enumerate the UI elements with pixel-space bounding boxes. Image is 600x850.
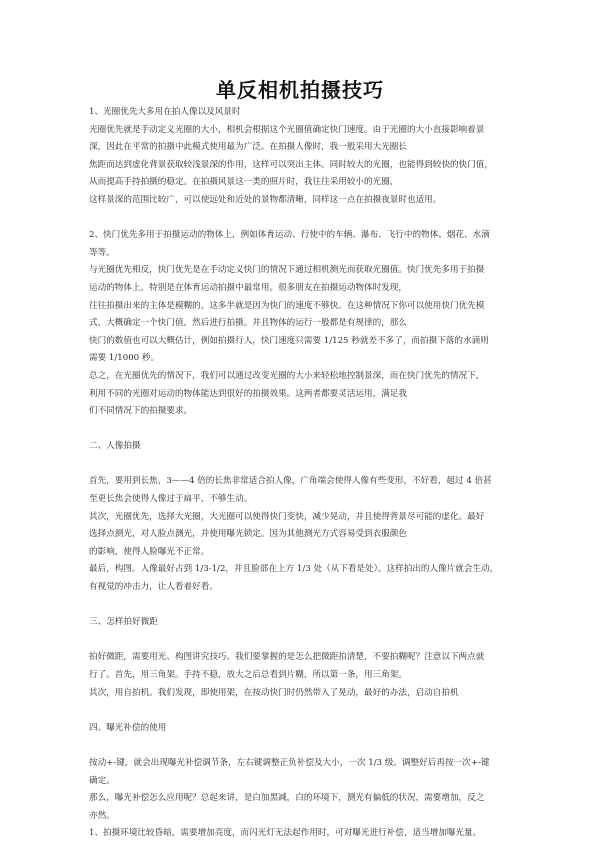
body-text-line: 这样景深的范围比较广，可以使远处和近处的景物都清晰，同样这一点在拍摄夜景时也适用。 — [89, 194, 442, 205]
section-heading: 三、怎样拍好微距 — [89, 617, 158, 628]
blank-line — [89, 632, 519, 650]
body-text-line: 其次，光圈优先，选择大光圈，大光圈可以使得快门变快，减少晃动，并且使得背景尽可能的虚化。最好 — [89, 511, 485, 522]
body-text-line: 2、快门优先多用于拍摄运动的物体上，例如体育运动、行使中的车辆、瀑布、飞行中的物体、烟花、水滴 — [89, 230, 490, 241]
blank-line — [89, 737, 519, 755]
body-text-line: 往往拍摄出来的主体是模糊的，这多半就是因为快门的速度不够快。在这种情况下你可以使用快门优先模 — [89, 300, 485, 311]
body-text-line: 光圈优先就是手动定义光圈的大小，相机会根据这个光圈值确定快门速度。由于光圈的大小直接影响着景 — [89, 124, 485, 135]
section-heading: 二、人像拍摄 — [89, 441, 141, 452]
body-text-line: 亦然。 — [89, 810, 115, 821]
body-text-line: 行了。首先，用三角架。手持不稳，放大之后总看到片糊，所以第一条，用三角架。 — [89, 670, 407, 680]
body-text-line: 选择点测光，对人脸点测光，并使用曝光锁定。因为其他测光方式容易受到衣服颜色 — [89, 529, 407, 540]
body-text-line: 确定。 — [89, 775, 115, 786]
body-text-line: 利用不同的光圈对运动的物体能达到很好的拍摄效果。这两者都要灵活运用，满足我 — [89, 388, 407, 399]
body-text-line: 式，大概确定一个快门值，然后进行拍摄。并且物体的运行一般都是有规律的，那么 — [89, 318, 407, 329]
body-text-line: 们不同情况下的拍摄要求。 — [89, 406, 193, 417]
body-text-line: 1、拍摄环境比较昏暗，需要增加亮度，而闪光灯无法起作用时，可对曝光进行补偿，适当增加曝光量。 — [89, 828, 482, 839]
body-text-line: 那么，曝光补偿怎么应用呢？总起来讲，是白加黑减，白的环境下，测光有偏低的状况，需要增加，反之 — [89, 793, 485, 804]
section-heading: 四、曝光补偿的使用 — [89, 722, 167, 733]
document-body — [89, 104, 519, 843]
body-text-line: 最后，构图。人像最好占到 1/3-1/2，并且脸部在上方 1/3 处（从下看是处）。这样拍出的人像片就会生动， — [89, 564, 499, 575]
body-text-line: 其次，用自拍机。我们发现，即使用架，在按动快门时仍然带入了晃动，最好的办法，启动自拍机 — [89, 687, 459, 698]
body-text-line: 快门的数值也可以大概估计，例如拍摄行人，快门速度只需要 1/125 秒就差不多了，而拍摄下落的水滴则 — [89, 335, 489, 346]
document-title: 单反相机拍摄技巧 — [216, 78, 384, 102]
body-text-line: 与光圈优先相反，快门优先是在手动定义快门的情况下通过相机测光而获取光圈值。快门优先多用于拍摄 — [89, 265, 485, 276]
body-text-line: 焦距而达到虚化背景获取较浅景深的作用，这样可以突出主体。同时较大的光圈，也能得到较快的快门值， — [89, 159, 493, 170]
body-text-line: 需要 1/1000 秒。 — [89, 353, 160, 364]
body-text-line: 从而提高手持拍摄的稳定。在拍摄风景这一类的照片时，我往往采用较小的光圈， — [89, 177, 399, 188]
body-text-line: 运动的物体上，特别是在体育运动拍摄中最常用。很多朋友在拍摄运动物体时发现， — [89, 282, 407, 293]
body-text-line: 总之，在光圈优先的情况下，我们可以通过改变光圈的大小来轻松地控制景深，而在快门优先的情况下， — [89, 370, 485, 381]
body-text-line: 拍好微距，需要用光、构图讲究技巧。我们要掌握的是怎么把微距拍清楚，不要拍糊呢？注意以下两点就 — [89, 652, 485, 663]
body-text-line: 首先，要用到长焦，3——4 倍的长焦非常适合拍人像，广角端会使得人像有些变形，不好看，超过 4 倍甚 — [89, 476, 492, 487]
body-text-line: 至更长焦会使得人像过于扁平，不够生动。 — [89, 494, 253, 505]
blank-line — [89, 456, 519, 474]
body-text-line: 按动+-键，就会出现曝光补偿调节条，左右键调整正负补偿及大小，一次 1/3 级。调整好后再按一次+-键 — [89, 757, 490, 768]
blank-line — [89, 597, 519, 615]
body-text-line: 1、光圈优先大多用在拍人像以及风景时 — [89, 107, 241, 117]
body-text-line: 有视觉的冲击力，让人看着好看。 — [89, 582, 218, 593]
blank-line — [89, 702, 519, 720]
blank-line — [89, 421, 519, 439]
body-text-line: 深，因此在平常的拍摄中此模式使用最为广泛。在拍摄人像时，我一般采用大光圈长 — [89, 142, 407, 153]
blank-line — [89, 210, 519, 228]
body-text-line: 等等。 — [89, 247, 115, 258]
body-text-line: 的影响，使得人脸曝光不正常。 — [89, 546, 210, 557]
